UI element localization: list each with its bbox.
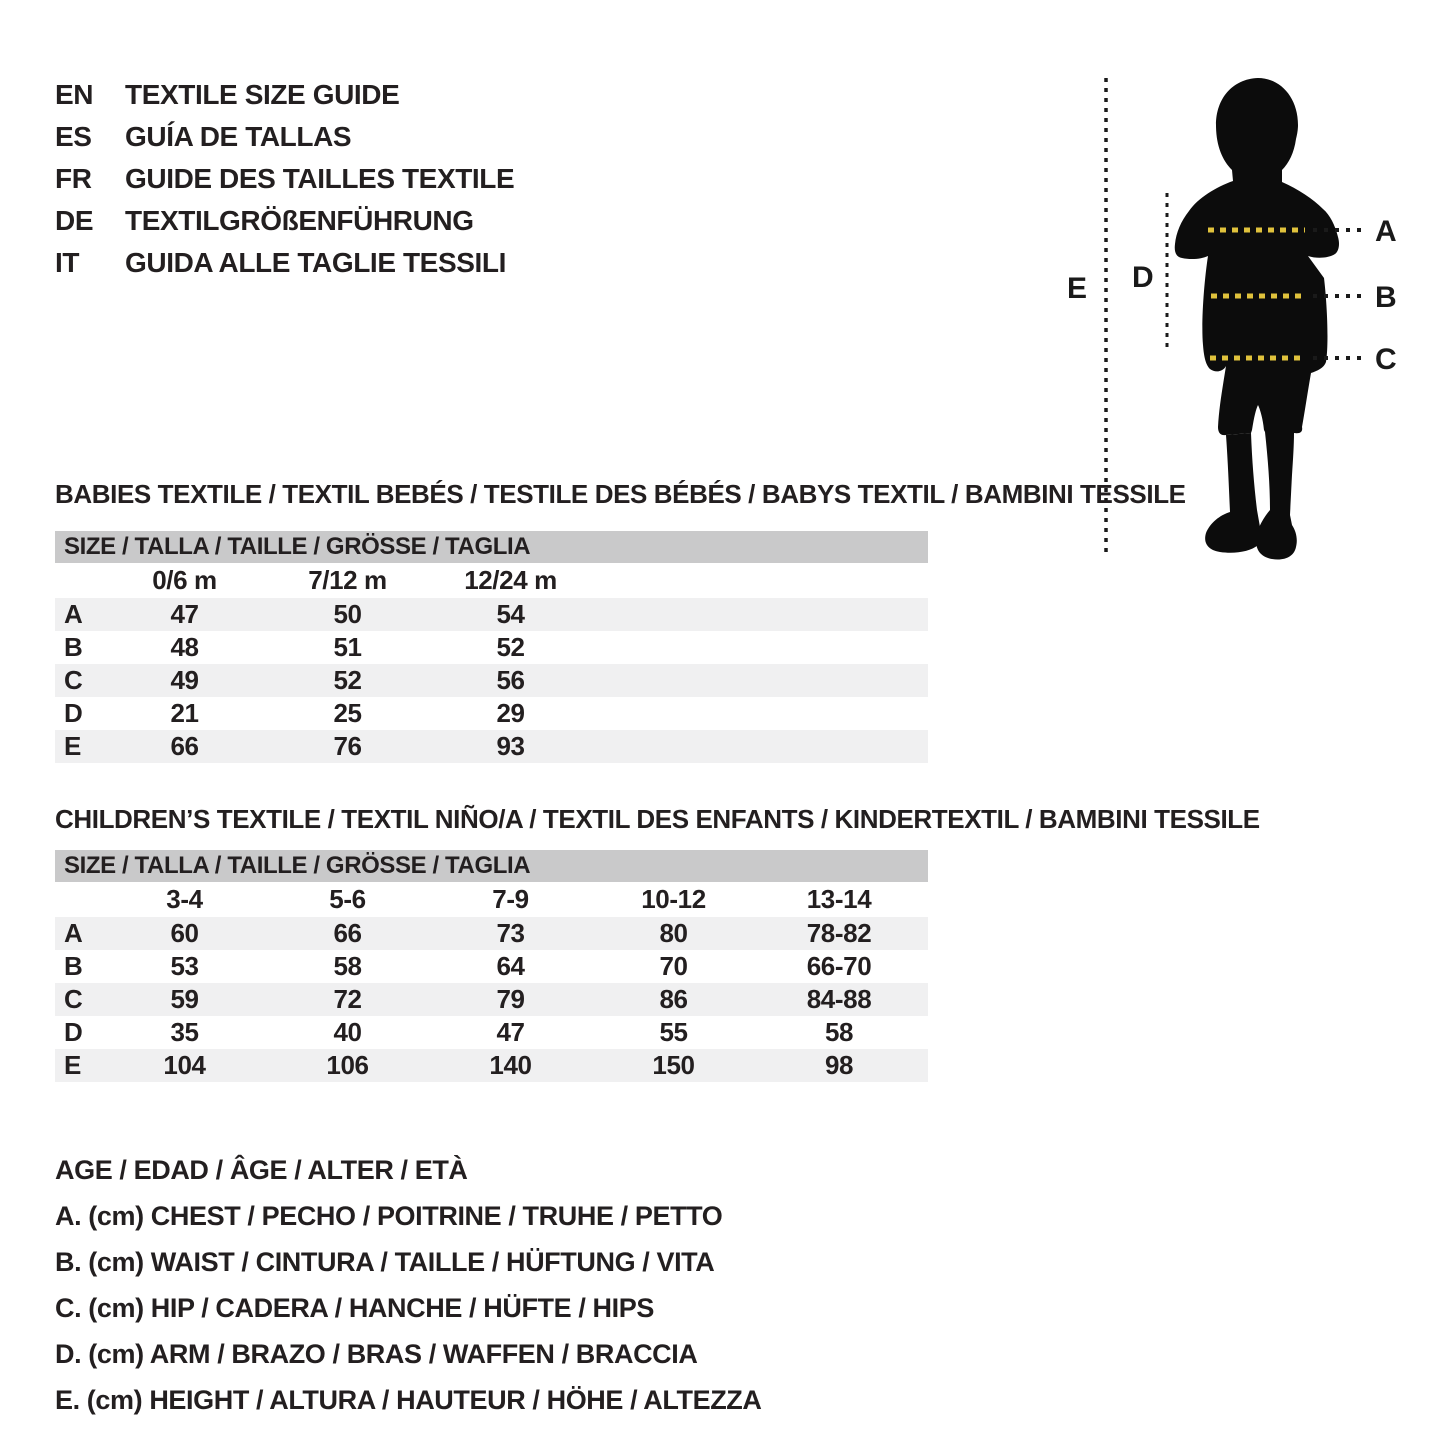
row-value: 49 bbox=[170, 665, 199, 695]
row-label: C bbox=[64, 665, 83, 695]
lang-code: DE bbox=[55, 205, 94, 236]
row-value: 54 bbox=[496, 599, 525, 629]
row-value: 55 bbox=[659, 1017, 688, 1047]
column-header: 0/6 m bbox=[152, 565, 217, 595]
lang-code: ES bbox=[55, 121, 92, 152]
lang-code: FR bbox=[55, 163, 92, 194]
lang-code: IT bbox=[55, 247, 80, 278]
row-label: B bbox=[64, 632, 83, 662]
row-value: 73 bbox=[496, 918, 525, 948]
lang-title: GUÍA DE TALLAS bbox=[125, 121, 352, 152]
table-row bbox=[55, 730, 928, 763]
row-value: 52 bbox=[496, 632, 525, 662]
legend-waist: B. (cm) WAIST / CINTURA / TAILLE / HÜFTUNG / VITA bbox=[55, 1246, 715, 1277]
row-value: 56 bbox=[496, 665, 525, 695]
row-value: 48 bbox=[170, 632, 199, 662]
row-value: 51 bbox=[333, 632, 362, 662]
table-row bbox=[55, 917, 928, 950]
row-value: 70 bbox=[659, 951, 688, 981]
row-value: 140 bbox=[489, 1050, 532, 1080]
row-value: 78-82 bbox=[806, 918, 872, 948]
column-header: 3-4 bbox=[166, 884, 203, 914]
table-row bbox=[55, 1049, 928, 1082]
column-header: 12/24 m bbox=[464, 565, 557, 595]
row-value: 66 bbox=[170, 731, 199, 761]
lang-title: GUIDA ALLE TAGLIE TESSILI bbox=[125, 247, 506, 278]
column-header: 13-14 bbox=[806, 884, 872, 914]
row-value: 66 bbox=[333, 918, 362, 948]
children-size-header-bar bbox=[55, 850, 928, 882]
lang-row-it bbox=[55, 242, 514, 284]
row-label: B bbox=[64, 951, 83, 981]
child-silhouette bbox=[1175, 78, 1339, 560]
lang-code: EN bbox=[55, 79, 94, 110]
row-value: 47 bbox=[170, 599, 199, 629]
row-value: 40 bbox=[333, 1017, 362, 1047]
row-value: 150 bbox=[652, 1050, 695, 1080]
children-table-title: CHILDREN’S TEXTILE / TEXTIL NIÑO/A / TEXTIL DES ENFANTS / KINDERTEXTIL / BAMBINI TESSILE bbox=[55, 804, 1260, 834]
row-value: 98 bbox=[824, 1050, 854, 1080]
row-label: A bbox=[64, 918, 83, 948]
lang-row-es bbox=[55, 116, 514, 158]
column-header: 7-9 bbox=[492, 884, 529, 914]
row-label: E bbox=[64, 1050, 81, 1080]
table-row bbox=[55, 983, 928, 1016]
babies-size-header-label: SIZE / TALLA / TAILLE / GRÖSSE / TAGLIA bbox=[64, 533, 531, 560]
row-value: 58 bbox=[333, 951, 362, 981]
row-value: 86 bbox=[659, 984, 688, 1014]
children-table bbox=[55, 850, 928, 1082]
row-value: 35 bbox=[170, 1017, 199, 1047]
row-value: 50 bbox=[333, 599, 362, 629]
row-label: C bbox=[64, 984, 83, 1014]
figure-label-a: A bbox=[1375, 215, 1397, 248]
row-value: 66-70 bbox=[806, 951, 872, 981]
figure-label-e: E bbox=[1067, 272, 1088, 305]
row-value: 79 bbox=[496, 984, 525, 1014]
lang-row-fr bbox=[55, 158, 514, 200]
table-row bbox=[55, 1016, 928, 1049]
lang-title: TEXTILE SIZE GUIDE bbox=[125, 79, 400, 110]
lang-row-de bbox=[55, 200, 514, 242]
table-row bbox=[55, 950, 928, 983]
row-value: 59 bbox=[170, 984, 199, 1014]
figure-label-c: C bbox=[1375, 343, 1397, 376]
babies-size-header-bar bbox=[55, 531, 928, 563]
row-value: 25 bbox=[333, 698, 362, 728]
row-value: 93 bbox=[496, 731, 525, 761]
row-value: 106 bbox=[326, 1050, 369, 1080]
row-value: 84-88 bbox=[806, 984, 872, 1014]
row-value: 64 bbox=[496, 951, 525, 981]
legend-age: AGE / EDAD / ÂGE / ALTER / ETÀ bbox=[55, 1154, 468, 1185]
lang-title: TEXTILGRÖßENFÜHRUNG bbox=[125, 205, 474, 236]
row-label: E bbox=[64, 731, 81, 761]
row-label: D bbox=[64, 1017, 83, 1047]
table-row bbox=[55, 664, 928, 697]
row-value: 58 bbox=[824, 1017, 854, 1047]
row-value: 76 bbox=[333, 731, 362, 761]
children-size-header-label: SIZE / TALLA / TAILLE / GRÖSSE / TAGLIA bbox=[64, 852, 531, 879]
legend-hip: C. (cm) HIP / CADERA / HANCHE / HÜFTE / HIPS bbox=[55, 1292, 654, 1323]
column-header: 10-12 bbox=[641, 884, 706, 914]
figure-label-d: D bbox=[1132, 261, 1154, 294]
row-value: 52 bbox=[333, 665, 362, 695]
row-value: 29 bbox=[496, 698, 525, 728]
row-label: D bbox=[64, 698, 83, 728]
row-value: 21 bbox=[170, 698, 199, 728]
measurement-legend bbox=[55, 1147, 761, 1423]
table-row bbox=[55, 697, 928, 730]
column-header: 7/12 m bbox=[308, 565, 387, 595]
table-row bbox=[55, 598, 928, 631]
row-value: 80 bbox=[659, 918, 688, 948]
row-value: 72 bbox=[333, 984, 362, 1014]
row-value: 47 bbox=[496, 1017, 525, 1047]
babies-column-header-row bbox=[55, 563, 928, 598]
figure-label-b: B bbox=[1375, 281, 1397, 314]
babies-table bbox=[55, 531, 928, 763]
row-value: 53 bbox=[170, 951, 199, 981]
row-value: 104 bbox=[163, 1050, 206, 1080]
language-title-list bbox=[55, 74, 514, 284]
table-row bbox=[55, 631, 928, 664]
row-value: 60 bbox=[170, 918, 199, 948]
column-header: 5-6 bbox=[329, 884, 366, 914]
legend-chest: A. (cm) CHEST / PECHO / POITRINE / TRUHE / PETTO bbox=[55, 1200, 723, 1231]
legend-arm: D. (cm) ARM / BRAZO / BRAS / WAFFEN / BRACCIA bbox=[55, 1338, 698, 1369]
lang-row-en bbox=[55, 74, 514, 116]
lang-title: GUIDE DES TAILLES TEXTILE bbox=[125, 163, 515, 194]
children-column-header-row bbox=[55, 882, 928, 917]
legend-height: E. (cm) HEIGHT / ALTURA / HAUTEUR / HÖHE / ALTEZZA bbox=[55, 1384, 762, 1415]
child-silhouette-front-leg bbox=[1205, 433, 1261, 553]
row-label: A bbox=[64, 599, 83, 629]
babies-table-title: BABIES TEXTILE / TEXTIL BEBÉS / TESTILE DES BÉBÉS / BABYS TEXTIL / BAMBINI TESSILE bbox=[55, 479, 1186, 509]
